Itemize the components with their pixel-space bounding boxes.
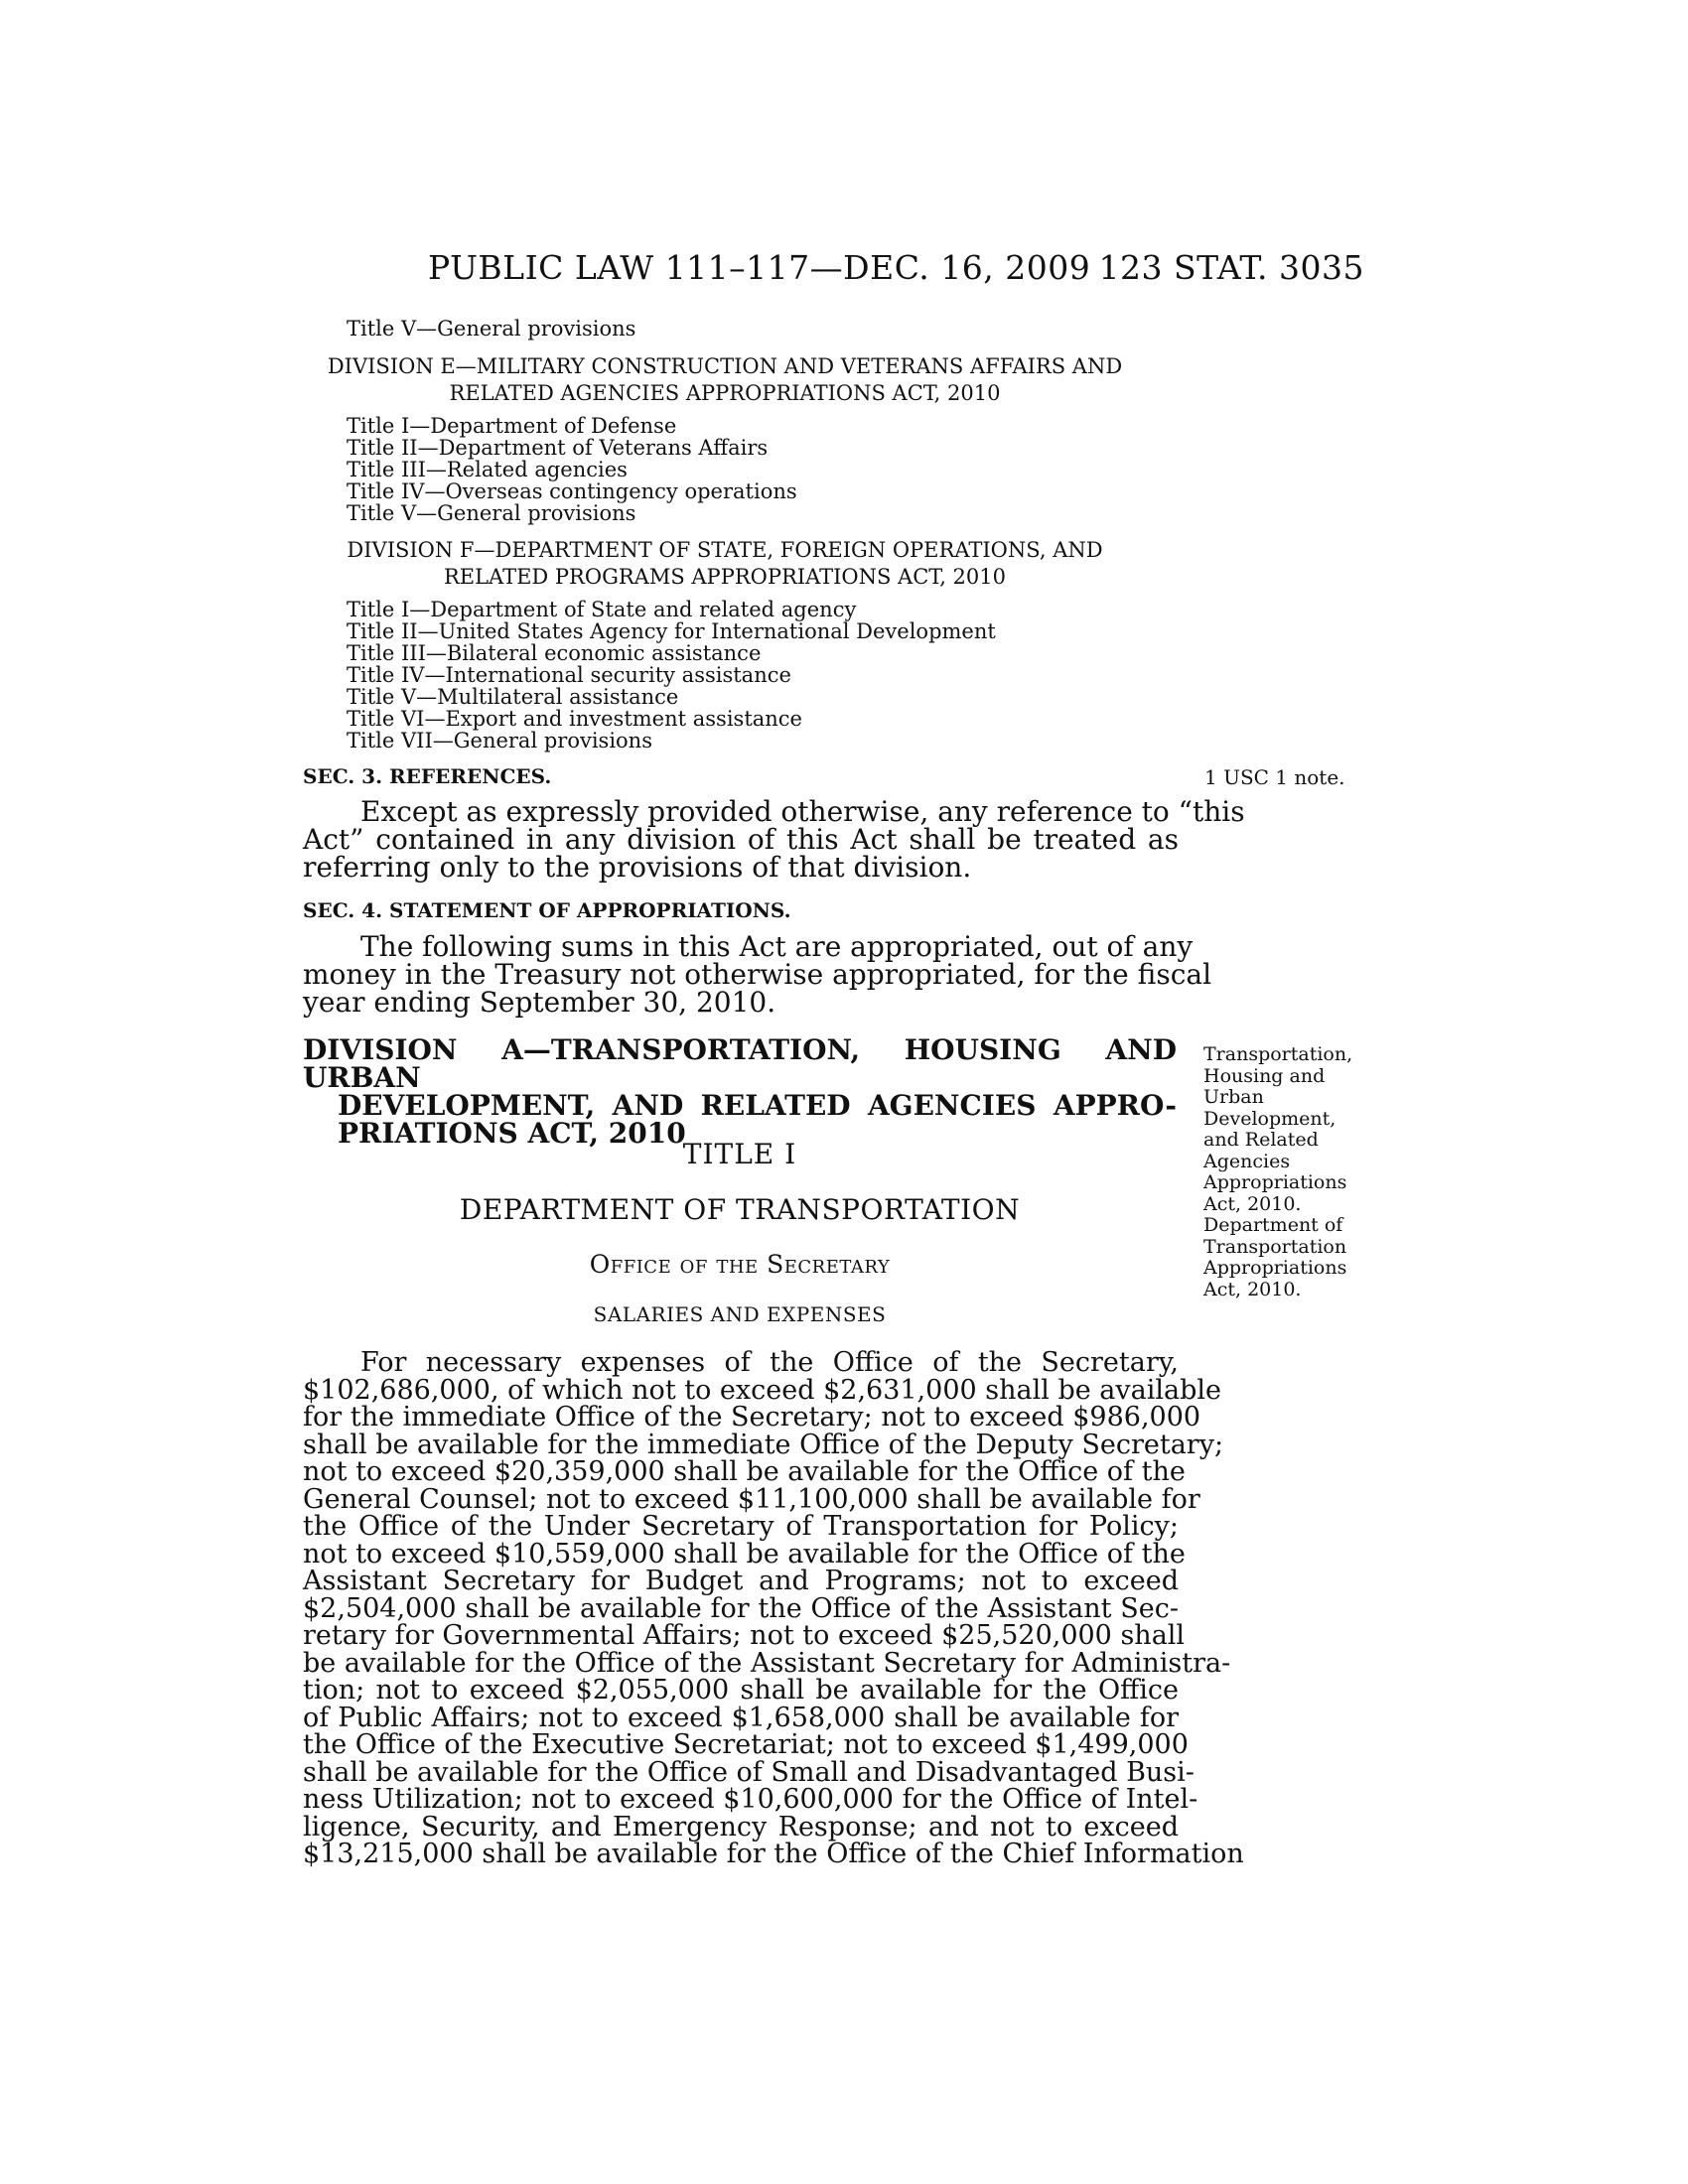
division-a-heading <box>303 1033 1177 1150</box>
division-e-titles <box>347 415 797 524</box>
toc-item: Title III—Bilateral economic assistance <box>347 641 762 665</box>
division-f-titles <box>347 599 996 751</box>
salaries-body <box>303 1347 1244 1869</box>
toc-item: Title III—Related agencies <box>347 458 628 481</box>
division-a-line: DIVISION A—TRANSPORTATION, HOUSING AND URBAN <box>303 1033 1177 1094</box>
margin-note-line: Urban <box>1203 1086 1264 1108</box>
toc-item: Title V—General provisions <box>347 317 636 341</box>
margin-note-line: Act, 2010. <box>1203 1192 1302 1215</box>
margin-note-line: Department of <box>1203 1214 1343 1236</box>
text-line: Except as expressly provided otherwise, any reference to “this <box>360 795 1245 828</box>
margin-note-line: Appropriations <box>1203 1257 1347 1279</box>
toc-top <box>347 318 635 340</box>
salaries-heading: SALARIES AND EXPENSES <box>593 1302 887 1326</box>
text-line: General Counsel; not to exceed $11,100,000 shall be available for <box>303 1483 1200 1515</box>
sec3-margin-note: 1 USC 1 note. <box>1204 765 1345 789</box>
toc-item: Title I—Department of State and related agency <box>347 598 857 621</box>
division-e-heading <box>298 353 1152 407</box>
margin-note-line: Development, <box>1203 1107 1336 1130</box>
toc-item: Title IV—International security assistance <box>347 663 791 687</box>
text-line: tion; not to exceed $2,055,000 shall be available for the Office <box>303 1675 1179 1706</box>
text-line: not to exceed $10,559,000 shall be available for the Office of the <box>303 1538 1186 1570</box>
title-heading: TITLE I <box>682 1138 797 1170</box>
division-f-heading-line2: RELATED PROGRAMS APPROPRIATIONS ACT, 2010 <box>443 565 1007 589</box>
toc-item: Title V—Multilateral assistance <box>347 685 679 709</box>
text-line: shall be available for the Office of Small and Disadvantaged Busi- <box>303 1756 1195 1788</box>
division-a-line: PRIATIONS ACT, 2010 <box>338 1117 686 1150</box>
margin-note-line: Housing and <box>1203 1064 1326 1087</box>
text-line: for the immediate Office of the Secretary; not to exceed $986,000 <box>303 1402 1201 1433</box>
division-e-heading-line1: DIVISION E—MILITARY CONSTRUCTION AND VETERANS AFFAIRS AND <box>327 354 1123 378</box>
text-line: money in the Treasury not otherwise appropriated, for the fiscal <box>303 958 1212 991</box>
text-line: $13,215,000 shall be available for the Office of the Chief Information <box>303 1839 1244 1869</box>
margin-note-line: Transportation <box>1203 1235 1347 1258</box>
margin-note-line: and Related <box>1203 1129 1319 1151</box>
sec4-text <box>303 930 1212 1019</box>
text-line: $102,686,000, of which not to exceed $2,631,000 shall be available <box>303 1374 1222 1406</box>
text-line: retary for Governmental Affairs; not to exceed $25,520,000 shall <box>303 1620 1186 1651</box>
margin-note-line: Agencies <box>1203 1150 1291 1172</box>
text-line: not to exceed $20,359,000 shall be available for the Office of the <box>303 1456 1186 1487</box>
margin-note-line: Transportation, <box>1203 1043 1353 1065</box>
text-line: For necessary expenses of the Office of the Secretary, <box>360 1347 1179 1378</box>
toc-item: Title VII—General provisions <box>347 729 652 752</box>
division-a-line: DEVELOPMENT, AND RELATED AGENCIES APPRO- <box>338 1089 1177 1122</box>
toc-item: Title II—United States Agency for International Development <box>347 619 996 643</box>
toc-item: Title IV—Overseas contingency operations <box>347 479 797 503</box>
running-header-title: PUBLIC LAW 111–117—DEC. 16, 2009 <box>428 248 1091 287</box>
department-heading: DEPARTMENT OF TRANSPORTATION <box>459 1193 1021 1226</box>
toc-item: Title VI—Export and investment assistance <box>347 707 802 731</box>
text-line: ness Utilization; not to exceed $10,600,000 for the Office of Intel- <box>303 1784 1198 1815</box>
division-f-heading <box>298 537 1152 591</box>
statute-page-number: 123 STAT. 3035 <box>1098 248 1364 287</box>
division-f-heading-line1: DIVISION F—DEPARTMENT OF STATE, FOREIGN OPERATIONS, AND <box>347 538 1103 562</box>
text-line: ligence, Security, and Emergency Response; and not to exceed <box>303 1811 1179 1843</box>
text-line: referring only to the provisions of that division. <box>303 851 972 884</box>
text-line: of Public Affairs; not to exceed $1,658,000 shall be available for <box>303 1702 1179 1733</box>
text-line: shall be available for the immediate Office of the Deputy Secretary; <box>303 1429 1224 1460</box>
division-a-margin-note <box>1203 1044 1352 1300</box>
text-line: Act” contained in any division of this Act shall be treated as <box>303 823 1179 856</box>
text-line: $2,504,000 shall be available for the Office of the Assistant Sec- <box>303 1592 1179 1624</box>
sec3-text <box>303 795 1245 884</box>
text-line: Assistant Secretary for Budget and Programs; not to exceed <box>303 1566 1179 1596</box>
text-line: The following sums in this Act are appropriated, out of any <box>360 930 1194 963</box>
toc-item: Title V—General provisions <box>347 501 636 525</box>
sec4-heading: SEC. 4. STATEMENT OF APPROPRIATIONS. <box>303 898 791 922</box>
toc-item: Title II—Department of Veterans Affairs <box>347 436 769 460</box>
text-line: the Office of the Under Secretary of Transportation for Policy; <box>303 1511 1179 1542</box>
office-heading: Office of the Secretary <box>589 1250 891 1279</box>
toc-item: Title I—Department of Defense <box>347 414 677 438</box>
text-line: be available for the Office of the Assistant Secretary for Administra- <box>303 1647 1231 1679</box>
division-e-heading-line2: RELATED AGENCIES APPROPRIATIONS ACT, 2010 <box>449 381 1001 405</box>
margin-note-line: Appropriations <box>1203 1171 1347 1193</box>
margin-note-line: Act, 2010. <box>1203 1278 1302 1300</box>
text-line: year ending September 30, 2010. <box>303 986 776 1019</box>
text-line: the Office of the Executive Secretariat; not to exceed $1,499,000 <box>303 1729 1189 1760</box>
sec3-heading: SEC. 3. REFERENCES. <box>303 764 552 788</box>
